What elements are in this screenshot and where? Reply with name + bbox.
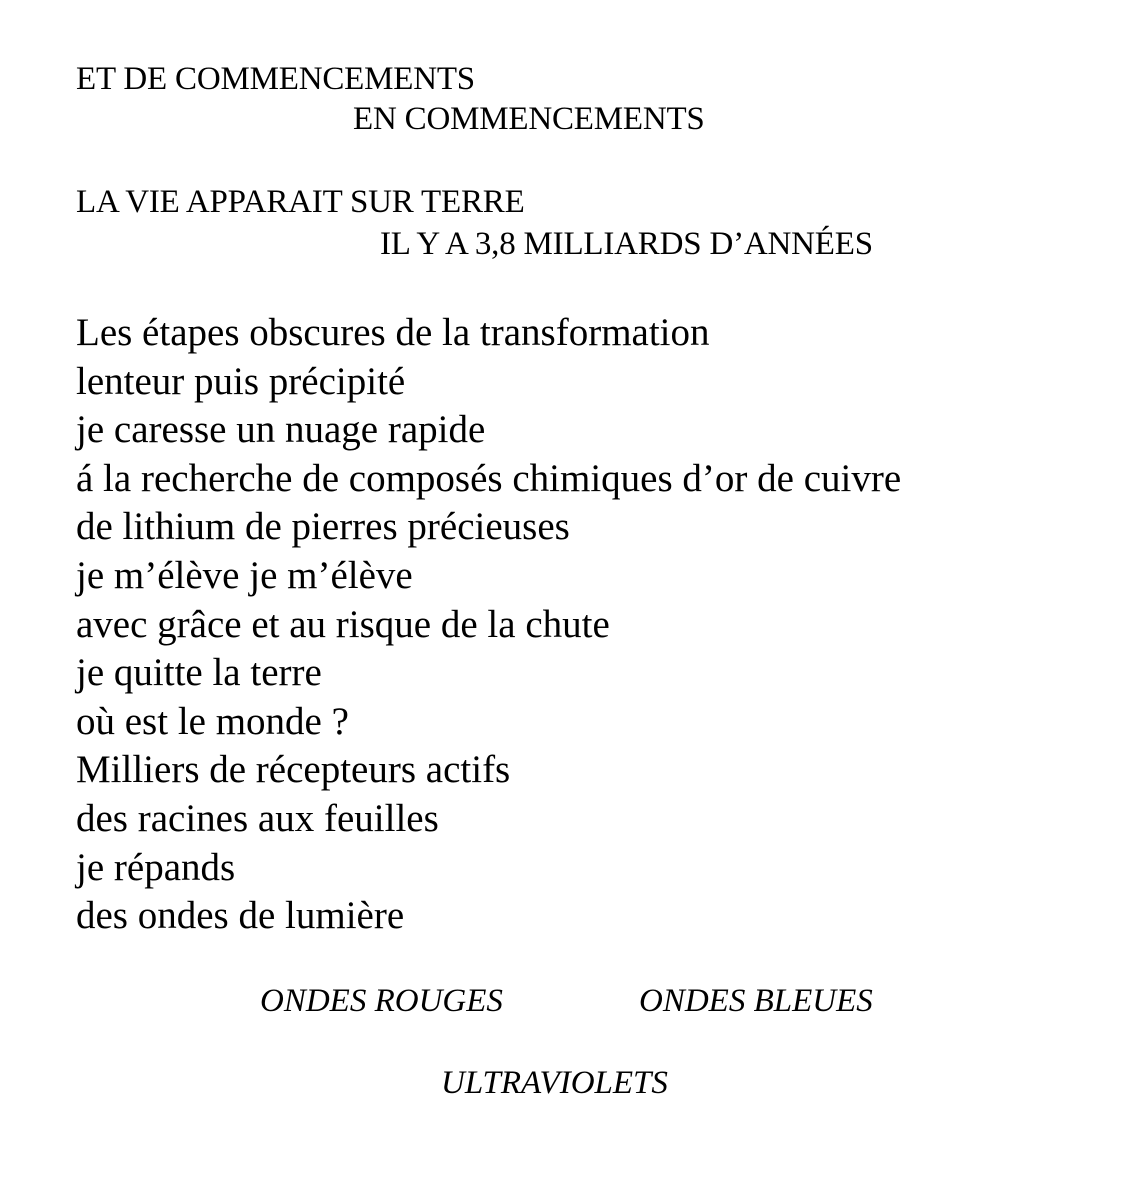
poem-line: où est le monde ?	[76, 699, 349, 743]
poem-line: de lithium de pierres précieuses	[76, 505, 570, 549]
heading-line-1: ET DE COMMENCEMENTS	[76, 61, 475, 97]
poem-line: je m’élève je m’élève	[76, 553, 413, 597]
poem-line: je quitte la terre	[76, 651, 322, 695]
poem-line: lenteur puis précipité	[76, 359, 406, 403]
poem-line: avec grâce et au risque de la chute	[76, 602, 610, 646]
poem-line: á la recherche de composés chimiques d’or de cuivre	[76, 456, 902, 500]
ultraviolet-label: ULTRAVIOLETS	[441, 1065, 668, 1101]
poem-line: je caresse un nuage rapide	[76, 408, 486, 452]
heading-line-4: IL Y A 3,8 MILLIARDS D’ANNÉES	[380, 226, 873, 262]
poem-line: je répands	[76, 845, 236, 889]
poem-line: Milliers de récepteurs actifs	[76, 748, 511, 792]
poem-line: Les étapes obscures de la transformation	[76, 311, 710, 354]
blue-waves-label: ONDES BLEUES	[639, 983, 873, 1019]
heading-line-3: LA VIE APPARAIT SUR TERRE	[76, 184, 525, 220]
poem-line: des racines aux feuilles	[76, 796, 439, 840]
heading-line-2: EN COMMENCEMENTS	[353, 101, 705, 137]
poem-line: des ondes de lumière	[76, 894, 405, 938]
poem-body	[76, 309, 901, 941]
red-waves-label: ONDES ROUGES	[260, 983, 503, 1019]
